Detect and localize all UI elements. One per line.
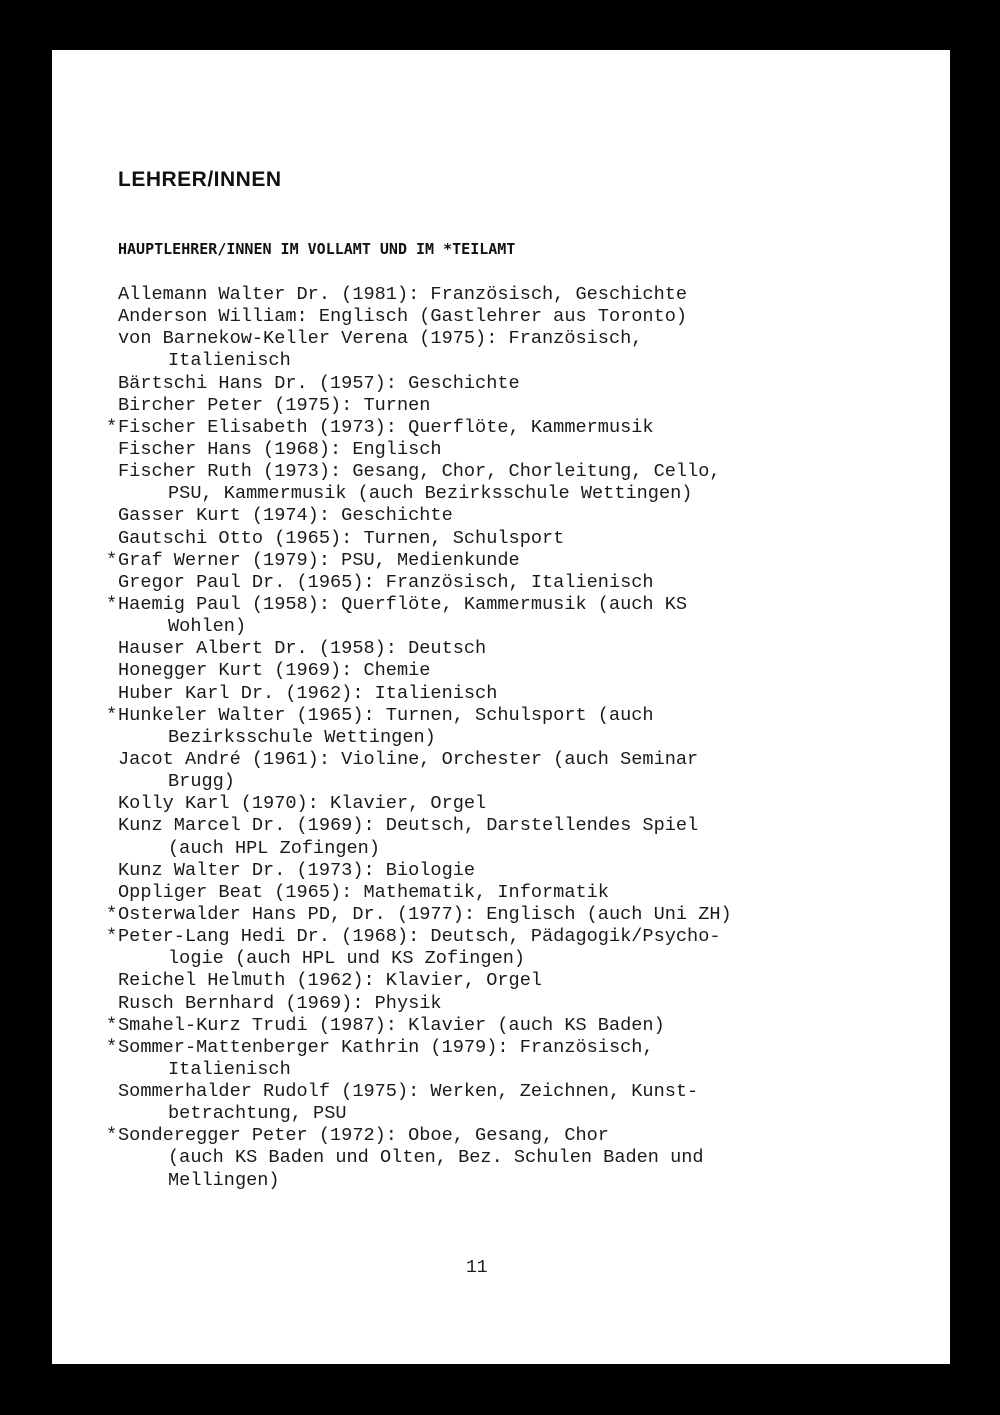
list-item — [106, 882, 732, 904]
list-item — [106, 328, 732, 372]
entry-line — [106, 882, 732, 904]
entry-line — [106, 373, 732, 395]
part-time-marker: * — [106, 1014, 118, 1036]
entry-line — [106, 793, 732, 815]
entry-line — [106, 749, 732, 771]
entry-text: Haemig Paul (1958): Querflöte, Kammermusik (auch KS — [118, 593, 688, 615]
entry-text: Mellingen) — [168, 1169, 280, 1191]
entry-text: Gautschi Otto (1965): Turnen, Schulsport — [118, 527, 565, 549]
entry-text: Sonderegger Peter (1972): Oboe, Gesang, Chor — [118, 1125, 609, 1147]
entry-line — [106, 505, 732, 527]
document-page — [52, 50, 950, 1364]
entry-text: Bezirksschule Wettingen) — [168, 726, 436, 748]
list-item — [106, 815, 732, 859]
entry-text: Kunz Walter Dr. (1973): Biologie — [118, 859, 476, 881]
list-item — [106, 1125, 732, 1191]
part-time-marker: * — [106, 593, 118, 615]
entry-line — [106, 1081, 732, 1103]
entry-line — [106, 1015, 732, 1037]
list-item — [106, 395, 732, 417]
list-item — [106, 417, 732, 439]
entry-text: Hauser Albert Dr. (1958): Deutsch — [118, 638, 487, 660]
entry-text: Jacot André (1961): Violine, Orchester (auch Seminar — [118, 748, 699, 770]
list-item — [106, 926, 732, 970]
entry-continuation-line — [106, 350, 732, 372]
list-item — [106, 373, 732, 395]
entry-text: PSU, Kammermusik (auch Bezirksschule Wettingen) — [168, 483, 693, 505]
entry-line — [106, 683, 732, 705]
entry-continuation-line — [106, 1170, 732, 1192]
entry-line — [106, 284, 732, 306]
entry-line — [106, 572, 732, 594]
list-item — [106, 1037, 732, 1081]
list-item — [106, 1081, 732, 1125]
entry-line — [106, 306, 732, 328]
entry-continuation-line — [106, 1147, 732, 1169]
entry-line — [106, 860, 732, 882]
entry-text: Kolly Karl (1970): Klavier, Orgel — [118, 793, 487, 815]
part-time-marker: * — [106, 1036, 118, 1058]
entry-text: Bärtschi Hans Dr. (1957): Geschichte — [118, 372, 520, 394]
teacher-list — [106, 284, 732, 1192]
list-item — [106, 660, 732, 682]
entry-line — [106, 1037, 732, 1059]
entry-line — [106, 970, 732, 992]
entry-line — [106, 993, 732, 1015]
list-item — [106, 306, 732, 328]
entry-line — [106, 660, 732, 682]
list-item — [106, 505, 732, 527]
entry-line — [106, 594, 732, 616]
list-item — [106, 904, 732, 926]
list-item — [106, 439, 732, 461]
entry-text: Gasser Kurt (1974): Geschichte — [118, 505, 453, 527]
entry-continuation-line — [106, 1059, 732, 1081]
entry-text: Sommer-Mattenberger Kathrin (1979): Französisch, — [118, 1036, 654, 1058]
entry-line — [106, 417, 732, 439]
entry-text: Kunz Marcel Dr. (1969): Deutsch, Darstellendes Spiel — [118, 815, 699, 837]
list-item — [106, 550, 732, 572]
entry-line — [106, 328, 732, 350]
section-heading: HAUPTLEHRER/INNEN IM VOLLAMT UND IM *TEILAMT — [118, 240, 516, 258]
entry-text: Graf Werner (1979): PSU, Medienkunde — [118, 549, 520, 571]
list-item — [106, 749, 732, 793]
entry-text: Reichel Helmuth (1962): Klavier, Orgel — [118, 970, 543, 992]
entry-text: Honegger Kurt (1969): Chemie — [118, 660, 431, 682]
entry-text: Sommerhalder Rudolf (1975): Werken, Zeichnen, Kunst- — [118, 1081, 699, 1103]
list-item — [106, 860, 732, 882]
list-item — [106, 970, 732, 992]
entry-line — [106, 926, 732, 948]
entry-continuation-line — [106, 727, 732, 749]
entry-line — [106, 1125, 732, 1147]
entry-text: Wohlen) — [168, 616, 247, 638]
entry-text: Italienisch — [168, 1058, 291, 1080]
entry-continuation-line — [106, 771, 732, 793]
entry-text: logie (auch HPL und KS Zofingen) — [168, 948, 526, 970]
entry-continuation-line — [106, 616, 732, 638]
list-item — [106, 461, 732, 505]
list-item — [106, 793, 732, 815]
part-time-marker: * — [106, 926, 118, 948]
entry-line — [106, 395, 732, 417]
entry-text: (auch KS Baden und Olten, Bez. Schulen Baden und — [168, 1147, 704, 1169]
entry-continuation-line — [106, 838, 732, 860]
list-item — [106, 638, 732, 660]
entry-line — [106, 550, 732, 572]
entry-text: betrachtung, PSU — [168, 1103, 347, 1125]
entry-text: Bircher Peter (1975): Turnen — [118, 394, 431, 416]
entry-text: Anderson William: Englisch (Gastlehrer aus Toronto) — [118, 306, 688, 328]
part-time-marker: * — [106, 903, 118, 925]
entry-text: Allemann Walter Dr. (1981): Französisch, Geschichte — [118, 284, 688, 305]
list-item — [106, 594, 732, 638]
entry-text: Brugg) — [168, 771, 235, 793]
entry-text: (auch HPL Zofingen) — [168, 837, 381, 859]
list-item — [106, 1015, 732, 1037]
entry-text: Hunkeler Walter (1965): Turnen, Schulsport (auch — [118, 704, 654, 726]
entry-text: Fischer Elisabeth (1973): Querflöte, Kammermusik — [118, 416, 654, 438]
entry-text: Huber Karl Dr. (1962): Italienisch — [118, 682, 498, 704]
page-number: 11 — [466, 1258, 488, 1278]
entry-line — [106, 461, 732, 483]
part-time-marker: * — [106, 704, 118, 726]
entry-text: Oppliger Beat (1965): Mathematik, Informatik — [118, 881, 609, 903]
list-item — [106, 284, 732, 306]
entry-text: von Barnekow-Keller Verena (1975): Französisch, — [118, 328, 643, 350]
entry-text: Gregor Paul Dr. (1965): Französisch, Italienisch — [118, 571, 654, 593]
list-item — [106, 683, 732, 705]
list-item — [106, 572, 732, 594]
list-item — [106, 528, 732, 550]
list-item — [106, 993, 732, 1015]
entry-line — [106, 904, 732, 926]
entry-line — [106, 528, 732, 550]
entry-text: Italienisch — [168, 350, 291, 372]
entry-text: Peter-Lang Hedi Dr. (1968): Deutsch, Pädagogik/Psycho- — [118, 926, 721, 948]
entry-text: Smahel-Kurz Trudi (1987): Klavier (auch KS Baden) — [118, 1014, 665, 1036]
entry-line — [106, 638, 732, 660]
entry-line — [106, 439, 732, 461]
entry-continuation-line — [106, 1103, 732, 1125]
entry-continuation-line — [106, 483, 732, 505]
part-time-marker: * — [106, 416, 118, 438]
entry-text: Rusch Bernhard (1969): Physik — [118, 992, 442, 1014]
entry-line — [106, 705, 732, 727]
list-item — [106, 705, 732, 749]
part-time-marker: * — [106, 549, 118, 571]
entry-continuation-line — [106, 948, 732, 970]
entry-text: Fischer Hans (1968): Englisch — [118, 438, 442, 460]
entry-text: Fischer Ruth (1973): Gesang, Chor, Chorleitung, Cello, — [118, 461, 721, 483]
entry-text: Osterwalder Hans PD, Dr. (1977): Englisch (auch Uni ZH) — [118, 903, 732, 925]
page-title: LEHRER/INNEN — [118, 168, 282, 191]
part-time-marker: * — [106, 1125, 118, 1147]
entry-line — [106, 815, 732, 837]
